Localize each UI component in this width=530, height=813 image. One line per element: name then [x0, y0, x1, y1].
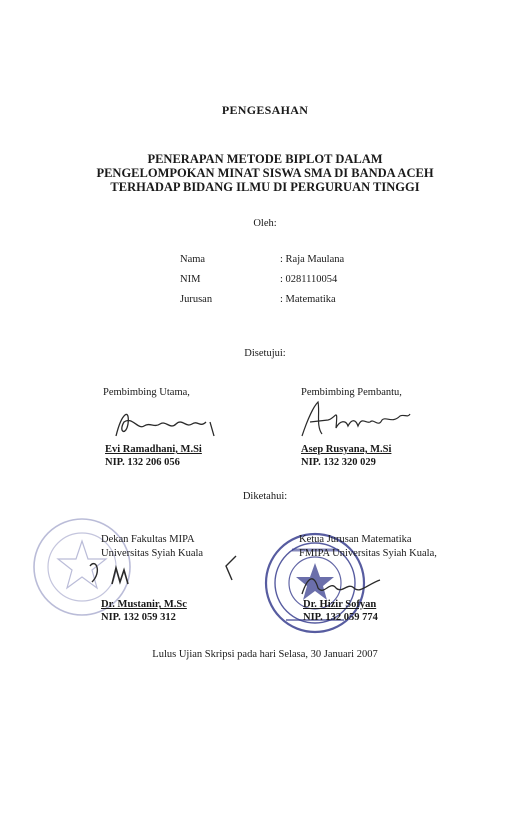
pembimbing-pembantu-name: Asep Rusyana, M.Si	[301, 444, 392, 455]
identity-value-nim: : 0281110054	[280, 274, 338, 285]
lulus-ujian-statement: Lulus Ujian Skripsi pada hari Selasa, 30 Januari 2007	[152, 649, 378, 660]
pembimbing-pembantu-nip: NIP. 132 320 029	[301, 457, 376, 468]
dekan-nip: NIP. 132 059 312	[101, 612, 176, 623]
ketua-role-line-1: Ketua Jurusan Matematika	[299, 534, 412, 545]
pembimbing-utama-nip: NIP. 132 206 056	[105, 457, 180, 468]
thesis-title-line-3: TERHADAP BIDANG ILMU DI PERGURUAN TINGGI	[110, 180, 420, 194]
ketua-nip: NIP. 132 059 774	[303, 612, 378, 623]
dekan-signature	[86, 554, 246, 594]
pembimbing-pembantu-signature	[296, 398, 416, 444]
pembimbing-utama-role: Pembimbing Utama,	[103, 387, 190, 398]
identity-value-nama: : Raja Maulana	[280, 254, 345, 265]
dekan-name: Dr. Mustanir, M.Sc	[101, 599, 187, 610]
pembimbing-utama-name: Evi Ramadhani, M.Si	[105, 444, 202, 455]
identity-label-nama: Nama	[180, 254, 206, 265]
diketahui-label: Diketahui:	[242, 491, 288, 502]
dekan-role-line-1: Dekan Fakultas MIPA	[101, 534, 195, 545]
oleh-label: Oleh:	[253, 218, 277, 229]
dekan-role-line-2: Universitas Syiah Kuala	[101, 548, 204, 559]
identity-label-nim: NIM	[180, 274, 201, 285]
pembimbing-pembantu-role: Pembimbing Pembantu,	[301, 387, 402, 398]
ketua-signature	[296, 570, 386, 600]
identity-label-jurusan: Jurusan	[180, 294, 213, 305]
page-heading: PENGESAHAN	[221, 103, 309, 117]
ketua-role-line-2: FMIPA Universitas Syiah Kuala,	[299, 548, 437, 559]
thesis-title-line-1: PENERAPAN METODE BIPLOT DALAM	[147, 152, 383, 166]
disetujui-label: Disetujui:	[244, 348, 286, 359]
ketua-name: Dr. Hizir Sofyan	[303, 599, 377, 610]
pembimbing-utama-signature	[108, 402, 228, 444]
identity-value-jurusan: : Matematika	[280, 294, 336, 305]
thesis-title-line-2: PENGELOMPOKAN MINAT SISWA SMA DI BANDA ACEH	[96, 166, 434, 180]
